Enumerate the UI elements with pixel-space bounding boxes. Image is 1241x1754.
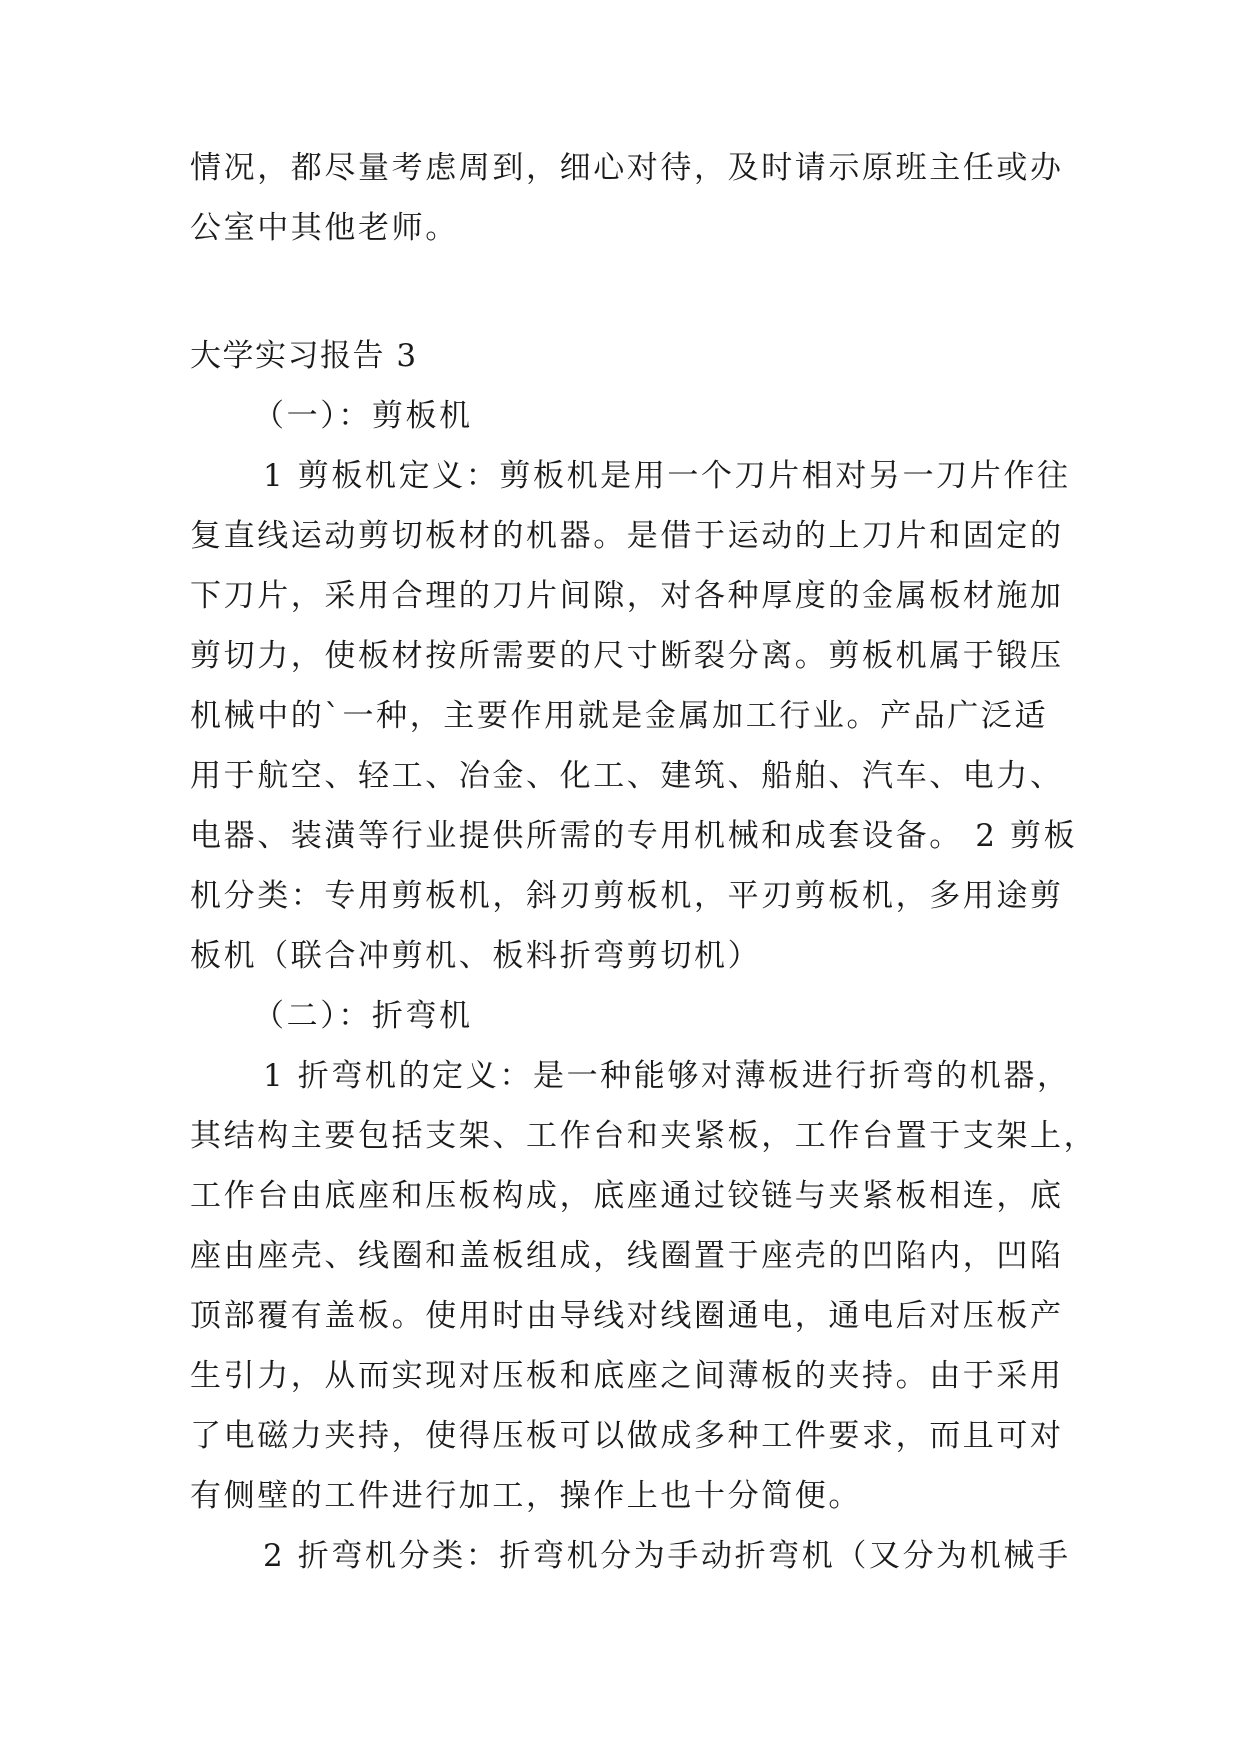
text-line: 下刀片，采用合理的刀片间隙，对各种厚度的金属板材施加 — [190, 578, 1064, 614]
section-title: 大学实习报告 3 — [190, 338, 418, 374]
text-line: 板机（联合冲剪机、板料折弯剪切机） — [190, 938, 762, 974]
text-line: 工作台由底座和压板构成，底座通过铰链与夹紧板相连，底 — [190, 1178, 1064, 1214]
text-line: 座由座壳、线圈和盖板组成，线圈置于座壳的凹陷内，凹陷 — [190, 1238, 1064, 1274]
text-line: 电器、装潢等行业提供所需的专用机械和成套设备。 2 剪板 — [190, 818, 1078, 854]
text-line: 用于航空、轻工、冶金、化工、建筑、船舶、汽车、电力、 — [190, 758, 1064, 794]
text-line: 剪切力，使板材按所需要的尺寸断裂分离。剪板机属于锻压 — [190, 638, 1064, 674]
text-line: 2 折弯机分类：折弯机分为手动折弯机（又分为机械手 — [263, 1538, 1071, 1574]
text-line: 生引力，从而实现对压板和底座之间薄板的夹持。由于采用 — [190, 1358, 1064, 1394]
text-line: 顶部覆有盖板。使用时由导线对线圈通电，通电后对压板产 — [190, 1298, 1064, 1334]
subsection-heading: （二）：折弯机 — [253, 998, 473, 1034]
subsection-heading: （一）：剪板机 — [253, 398, 473, 434]
text-line: 了电磁力夹持，使得压板可以做成多种工件要求，而且可对 — [190, 1418, 1064, 1454]
text-line: 机分类：专用剪板机，斜刃剪板机，平刃剪板机，多用途剪 — [190, 878, 1064, 914]
text-line: 其结构主要包括支架、工作台和夹紧板，工作台置于支架上， — [190, 1118, 1098, 1154]
text-line: 情况，都尽量考虑周到，细心对待，及时请示原班主任或办 — [190, 150, 1064, 186]
text-line: 机械中的`一种，主要作用就是金属加工行业。产品广泛适 — [190, 698, 1049, 734]
text-line: 复直线运动剪切板材的机器。是借于运动的上刀片和固定的 — [190, 518, 1064, 554]
text-line: 有侧壁的工件进行加工，操作上也十分简便。 — [190, 1478, 862, 1514]
text-line: 1 折弯机的定义：是一种能够对薄板进行折弯的机器， — [263, 1058, 1071, 1094]
text-line: 公室中其他老师。 — [190, 210, 459, 246]
text-line: 1 剪板机定义：剪板机是用一个刀片相对另一刀片作往 — [263, 458, 1071, 494]
